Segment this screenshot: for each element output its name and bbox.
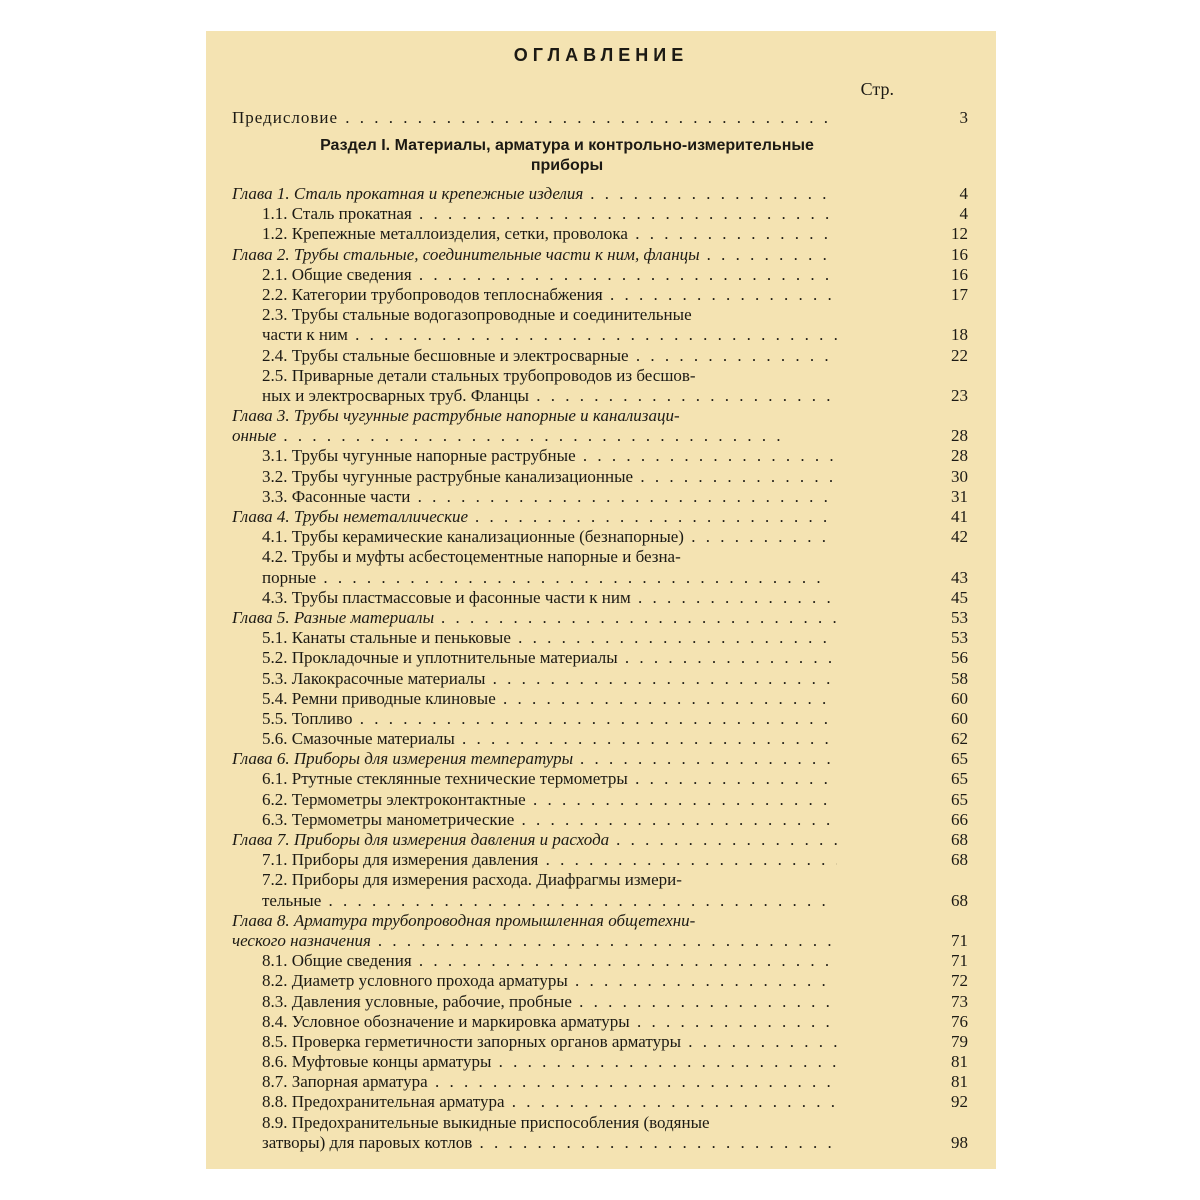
toc-entry xyxy=(232,1132,968,1153)
toc-entry xyxy=(232,850,968,870)
section-heading-line-2: приборы xyxy=(530,157,604,174)
toc-entry xyxy=(232,345,968,366)
toc-entry xyxy=(232,708,968,729)
toc-entry-text: 5.2. Прокладочные и уплотнительные материалы . . xyxy=(262,648,837,668)
toc-entry-page: 4 xyxy=(959,204,968,224)
toc-entry-text: 2.5. Приварные детали стальных трубопроводов из бесшов- xyxy=(262,365,696,385)
toc-entry-page: 60 xyxy=(951,708,968,728)
toc-entry-page: 28 xyxy=(951,426,968,446)
toc-entry xyxy=(232,870,902,890)
toc-entry-page: 22 xyxy=(951,345,968,365)
toc-entry-text: тельные . . xyxy=(262,891,837,911)
toc-entry-page: 12 xyxy=(951,224,968,244)
toc-entry-text: 5.3. Лакокрасочные материалы . . xyxy=(262,669,837,689)
toc-entry-page: 43 xyxy=(951,567,968,587)
toc-entry xyxy=(232,688,968,709)
toc-entry xyxy=(232,809,968,830)
page-column-header: Стр. xyxy=(860,79,894,99)
toc-entry-page: 60 xyxy=(951,688,968,708)
toc-entry xyxy=(232,406,902,426)
toc-entry-text: Предисловие . . xyxy=(232,104,832,132)
toc-entry-text: ных и электросварных труб. Фланцы . . xyxy=(262,386,837,406)
toc-entry-text: 2.3. Трубы стальные водогазопроводные и соединительные xyxy=(262,305,692,325)
toc-entry-text: Глава 7. Приборы для измерения давления и расхода . . xyxy=(232,830,837,850)
toc-entry xyxy=(232,971,968,991)
toc-entry-text: онные . . xyxy=(232,426,837,446)
book-page xyxy=(206,31,996,1169)
toc-entry-page: 31 xyxy=(951,486,968,506)
toc-entry-page: 28 xyxy=(951,446,968,466)
toc-entry-text: 5.4. Ремни приводные клиновые . . xyxy=(262,689,837,709)
toc-entry-page: 65 xyxy=(951,749,968,769)
toc-entry-text: 8.1. Общие сведения . . xyxy=(262,951,837,971)
toc-entry xyxy=(232,830,968,850)
toc-entry-text: части к ним . . xyxy=(262,325,837,345)
toc-entry-page: 73 xyxy=(951,991,968,1011)
toc-entry-page: 4 xyxy=(959,184,968,203)
toc-entry-page: 68 xyxy=(951,830,968,849)
toc-entry-text: 8.5. Проверка герметичности запорных органов арматуры . . xyxy=(262,1032,837,1052)
toc-entry-text: 8.8. Предохранительная арматура . . xyxy=(262,1092,837,1112)
toc-entry-text: 7.1. Приборы для измерения давления . . xyxy=(262,850,837,870)
toc-entry-page: 81 xyxy=(951,1052,968,1072)
section-heading xyxy=(232,136,902,176)
toc-entry-page: 71 xyxy=(951,930,968,950)
toc-entry-text: 4.3. Трубы пластмассовые и фасонные части к ним . . xyxy=(262,588,837,608)
toc-entry xyxy=(232,507,968,527)
toc-entry xyxy=(232,607,968,628)
toc-entry-text: 5.1. Канаты стальные и пеньковые . . xyxy=(262,628,837,648)
toc-entry xyxy=(232,951,968,971)
toc-entry xyxy=(232,547,902,567)
toc-entry-page: 18 xyxy=(951,325,968,345)
toc-entry-text: 6.3. Термометры манометрические . . xyxy=(262,810,837,830)
toc-entry-text: 5.6. Смазочные материалы . . xyxy=(262,729,837,749)
toc-entry-text: Глава 4. Трубы неметаллические . . xyxy=(232,507,837,527)
toc-entry-page: 98 xyxy=(951,1132,968,1152)
toc-entry-page: 45 xyxy=(951,587,968,607)
toc-entry-text: Глава 5. Разные материалы . . xyxy=(232,608,837,628)
toc-entry-text: 8.4. Условное обозначение и маркировка арматуры . . xyxy=(262,1012,837,1032)
toc-entry-page: 66 xyxy=(951,809,968,829)
toc-entry-page: 65 xyxy=(951,769,968,789)
toc-entry-text: 3.3. Фасонные части . . xyxy=(262,487,837,507)
toc-entry xyxy=(232,1052,968,1072)
toc-entry xyxy=(232,284,968,305)
toc-entry xyxy=(232,1011,968,1032)
toc-entry-text: 4.2. Трубы и муфты асбестоцементные напорные и безна- xyxy=(262,547,681,567)
toc-entry-text: 8.2. Диаметр условного прохода арматуры . . xyxy=(262,971,837,991)
toc-entry-page: 53 xyxy=(951,628,968,648)
toc-entry xyxy=(232,789,968,810)
toc-entry xyxy=(232,426,968,446)
toc-entry-text: 2.4. Трубы стальные бесшовные и электросварные . . xyxy=(262,346,837,366)
toc-entry-text: 8.7. Запорная арматура . . xyxy=(262,1072,837,1092)
toc-entry xyxy=(232,486,968,507)
toc-entry-page: 68 xyxy=(951,890,968,910)
toc-entry-text: 2.1. Общие сведения . . xyxy=(262,265,837,285)
toc-entry xyxy=(232,527,968,547)
toc-entry-page: 81 xyxy=(951,1072,968,1092)
toc-entry xyxy=(232,325,968,345)
toc-entry xyxy=(232,749,968,769)
toc-entry-text: 8.6. Муфтовые концы арматуры . . xyxy=(262,1052,837,1072)
toc-entry-page: 65 xyxy=(951,789,968,809)
toc-entries xyxy=(232,184,968,1153)
toc-entry xyxy=(232,1113,902,1133)
toc-entry xyxy=(232,446,968,466)
toc-entry xyxy=(232,224,968,244)
toc-entry xyxy=(232,648,968,668)
toc-entry xyxy=(232,466,968,487)
toc-entry xyxy=(232,930,968,951)
toc-entry-preface xyxy=(232,104,968,132)
toc-entry-text: Глава 6. Приборы для измерения температуры . . xyxy=(232,749,837,769)
toc-entry xyxy=(232,769,968,789)
toc-entry-text: 6.1. Ртутные стеклянные технические термометры . . xyxy=(262,769,837,789)
toc-entry-text: Глава 2. Трубы стальные, соединительные части к ним, фланцы . . xyxy=(232,245,837,265)
toc-entry-text: 2.2. Категории трубопроводов теплоснабжения . . xyxy=(262,285,837,305)
toc-entry xyxy=(232,991,968,1012)
toc-entry-page: 92 xyxy=(951,1092,968,1112)
toc-entry-page: 71 xyxy=(951,951,968,971)
toc-entry xyxy=(232,567,968,588)
toc-entry-page: 79 xyxy=(951,1031,968,1051)
toc-entry-text: 4.1. Трубы керамические канализационные (безнапорные) . . xyxy=(262,527,837,547)
toc-entry-text: Глава 1. Сталь прокатная и крепежные изделия . . xyxy=(232,184,837,204)
toc-entry-text: 6.2. Термометры электроконтактные . . xyxy=(262,790,837,810)
toc-entry-page: 16 xyxy=(951,244,968,264)
toc-entry-page: 56 xyxy=(951,648,968,668)
section-heading-line-1: Раздел I. Материалы, арматура и контрольно-измерительные xyxy=(320,137,814,154)
toc-entry-text: порные . . xyxy=(262,568,837,588)
toc-entry-page: 58 xyxy=(951,668,968,688)
toc-entry-text: Глава 3. Трубы чугунные раструбные напорные и канализаци- xyxy=(232,406,680,426)
toc-entry-page: 16 xyxy=(951,264,968,284)
toc-entry xyxy=(232,668,968,689)
toc-entry xyxy=(232,264,968,285)
toc-entry-text: 1.1. Сталь прокатная . . xyxy=(262,204,837,224)
toc-entry-text: 7.2. Приборы для измерения расхода. Диафрагмы измери- xyxy=(262,870,682,890)
toc-entry xyxy=(232,1031,968,1052)
toc-entry xyxy=(232,628,968,648)
toc-entry xyxy=(232,385,968,406)
toc-entry-page: 76 xyxy=(951,1011,968,1031)
toc-entry xyxy=(232,890,968,911)
toc-entry-text: 5.5. Топливо . . xyxy=(262,709,837,729)
toc-entry xyxy=(232,1092,968,1112)
toc-entry-text: ческого назначения . . xyxy=(232,931,837,951)
toc-entry-page: 3 xyxy=(959,108,968,127)
toc-entry-text: 3.2. Трубы чугунные раструбные канализационные . . xyxy=(262,467,837,487)
toc-entry xyxy=(232,184,968,204)
toc-entry-text: 1.2. Крепежные металлоизделия, сетки, проволока . . xyxy=(262,224,837,244)
toc-entry-text: Глава 8. Арматура трубопроводная промышленная общетехни- xyxy=(232,910,696,930)
toc-entry xyxy=(232,911,902,931)
toc-entry-page: 42 xyxy=(951,527,968,547)
toc-entry xyxy=(232,366,902,386)
toc-entry-page: 30 xyxy=(951,466,968,486)
toc-entry-text: 3.1. Трубы чугунные напорные раструбные . . xyxy=(262,446,837,466)
toc-entry-page: 17 xyxy=(951,284,968,304)
toc-entry-page: 72 xyxy=(951,971,968,991)
page-title: ОГЛАВЛЕНИЕ xyxy=(513,45,689,65)
toc-entry-text: 8.3. Давления условные, рабочие, пробные . . xyxy=(262,992,837,1012)
toc-entry-page: 53 xyxy=(951,607,968,627)
toc-entry xyxy=(232,1072,968,1092)
toc-entry xyxy=(232,204,968,224)
toc-entry-page: 68 xyxy=(951,850,968,870)
toc-entry xyxy=(232,729,968,749)
table-of-contents xyxy=(232,104,968,1153)
toc-entry xyxy=(232,244,968,265)
toc-entry-text: 8.9. Предохранительные выкидные приспособления (водяные xyxy=(262,1112,710,1132)
toc-entry-page: 23 xyxy=(951,385,968,405)
toc-entry-text: затворы) для паровых котлов . . xyxy=(262,1133,837,1153)
toc-entry xyxy=(232,587,968,608)
toc-entry-page: 41 xyxy=(951,507,968,526)
toc-entry xyxy=(232,305,902,325)
toc-entry-page: 62 xyxy=(951,729,968,749)
